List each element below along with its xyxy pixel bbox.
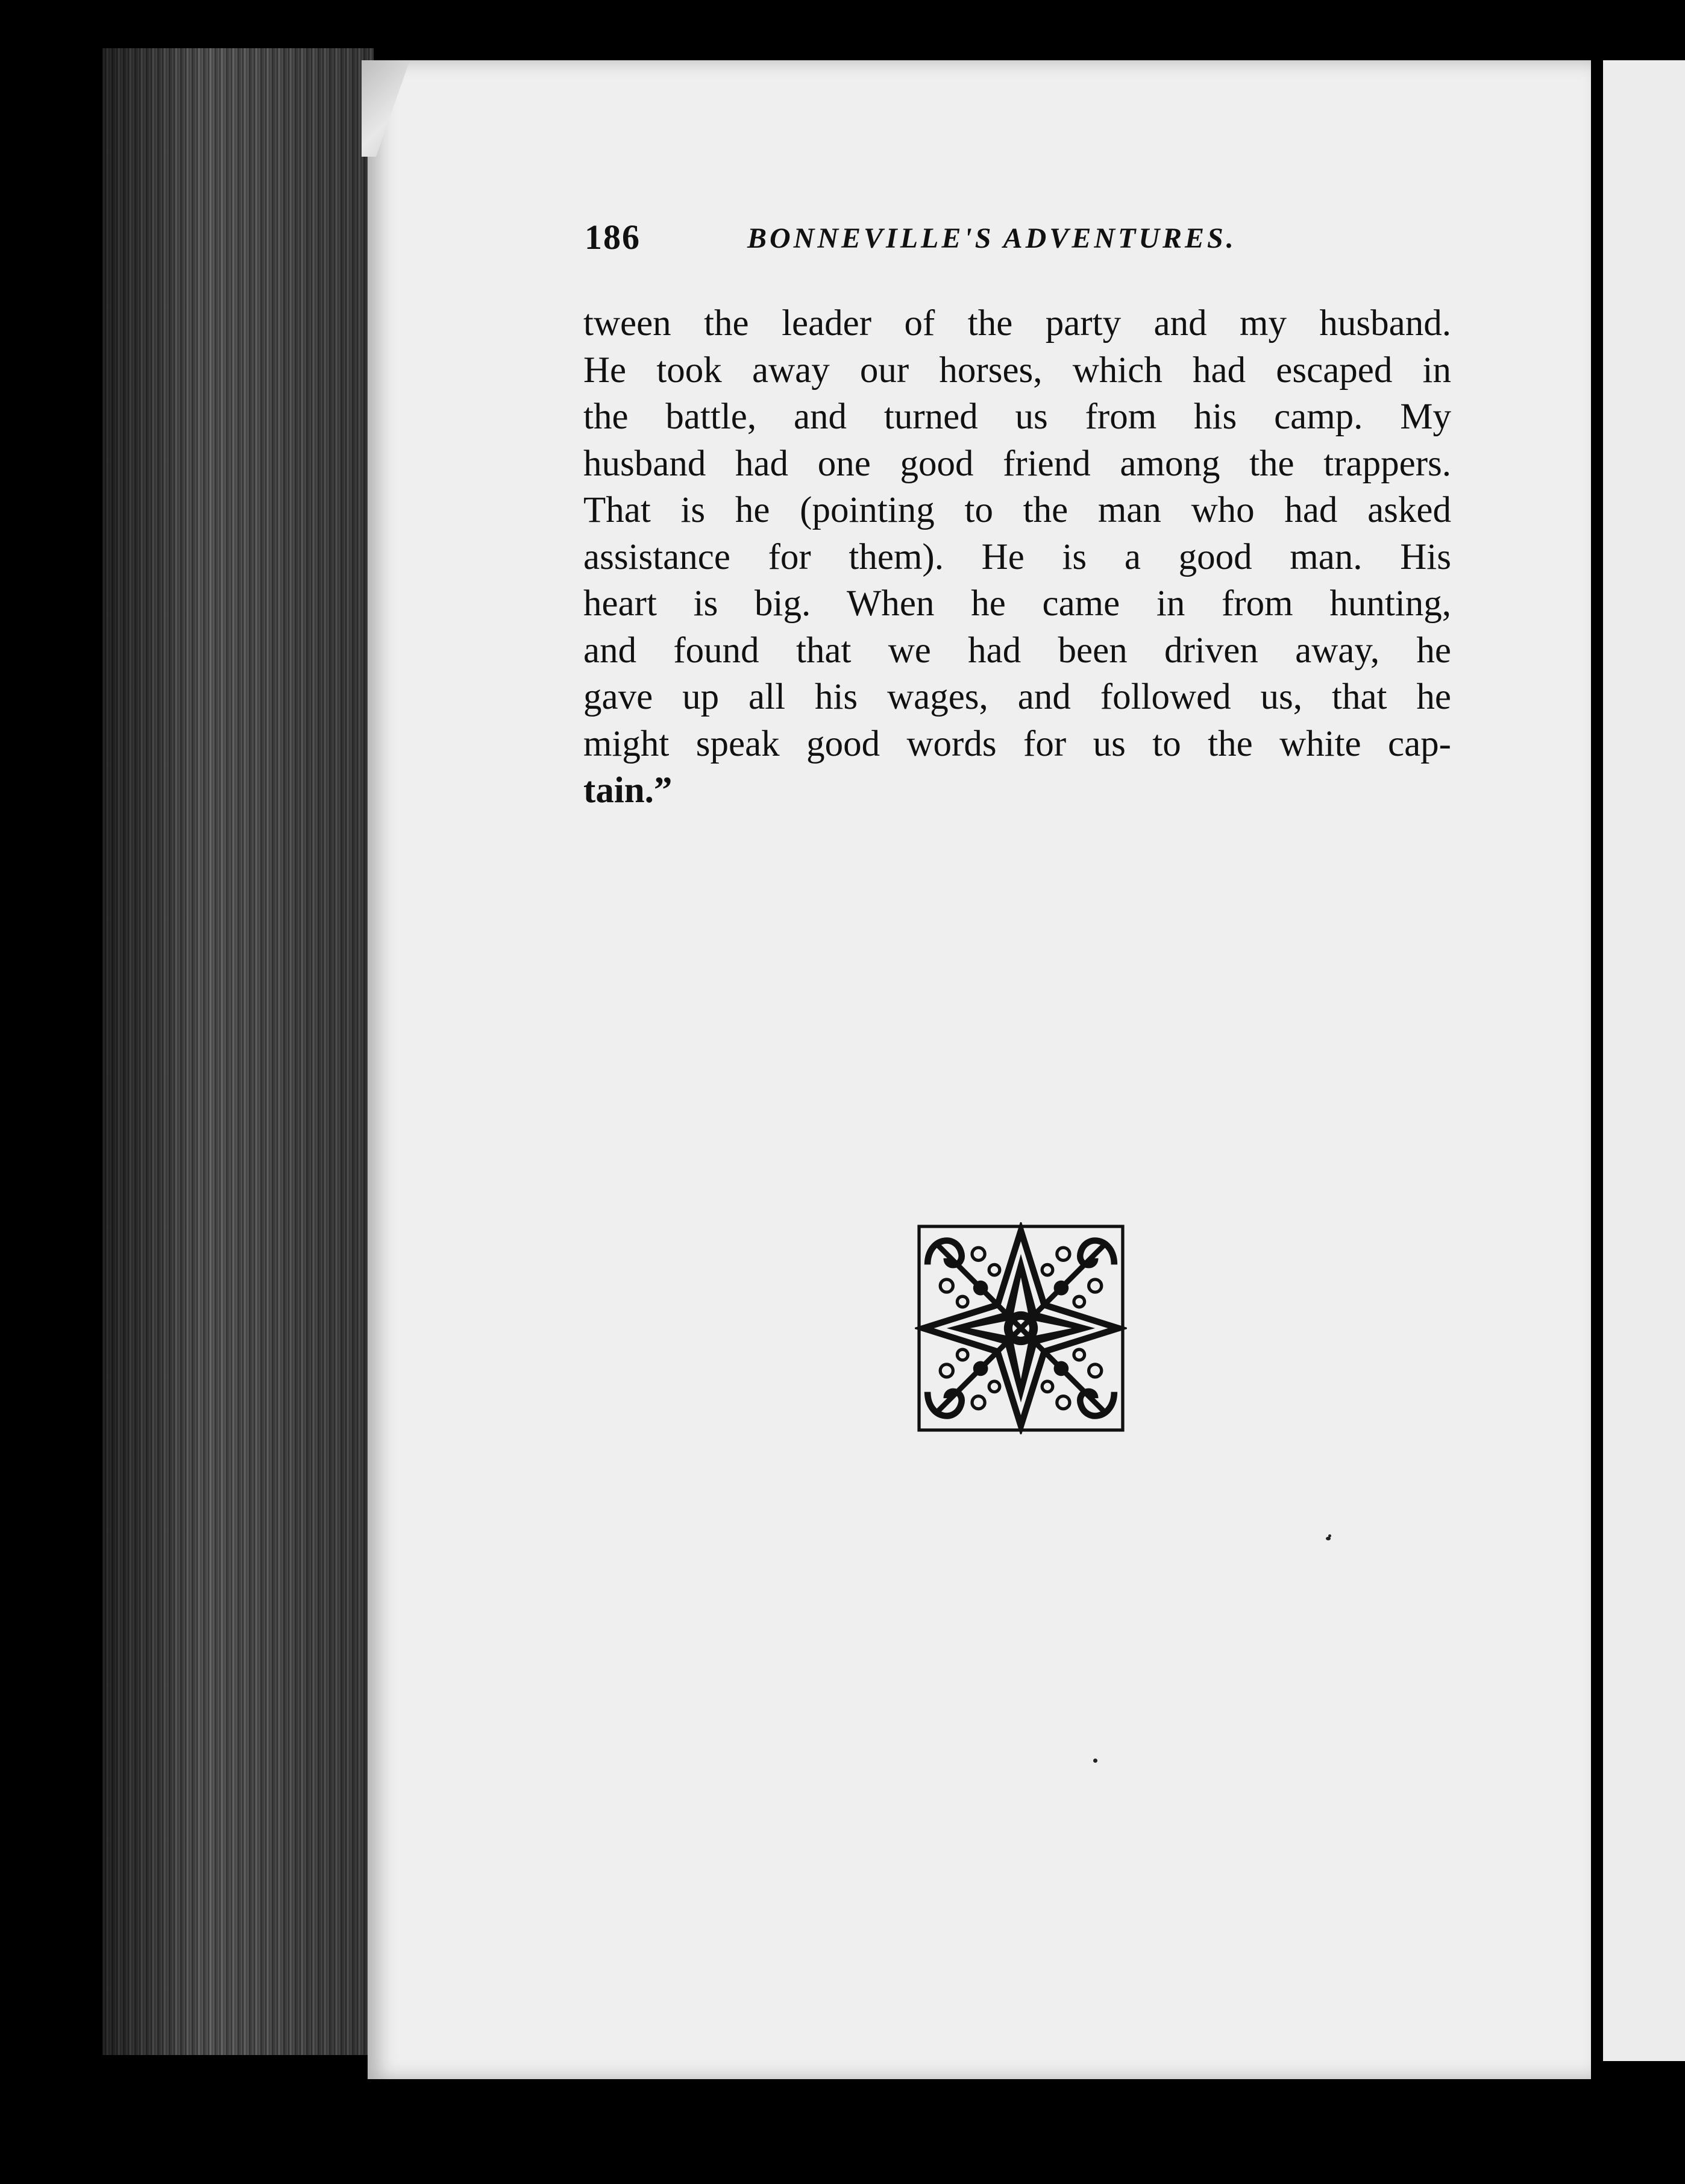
text-line: and found that we had been driven away, he [583, 630, 1451, 671]
text-line: heart is big. When he came in from hunting, [583, 583, 1451, 624]
book-page-edges [102, 48, 374, 2055]
text-line: gave up all his wages, and followed us, that he [583, 677, 1451, 717]
text-line: That is he (pointing to the man who had asked [583, 490, 1451, 530]
ink-speck [1328, 1534, 1331, 1537]
text-line: tain.” [583, 770, 673, 811]
running-head: BONNEVILLE'S ADVENTURES. [747, 222, 1237, 254]
text-line: the battle, and turned us from his camp. My [583, 397, 1451, 437]
text-line: tween the leader of the party and my husband. [583, 303, 1451, 344]
text-line: might speak good words for us to the white cap- [583, 723, 1451, 764]
page-header [585, 217, 1428, 257]
book-page [368, 60, 1591, 2079]
tailpiece-ornament-icon [915, 1222, 1127, 1434]
ink-speck [1093, 1759, 1097, 1763]
text-line: He took away our horses, which had escaped in [583, 350, 1451, 391]
body-text [583, 300, 1451, 814]
text-line: assistance for them). He is a good man. His [583, 536, 1451, 577]
page-number: 186 [585, 218, 641, 257]
text-line: husband had one good friend among the trappers. [583, 443, 1451, 484]
adjacent-page-edge [1603, 60, 1685, 2061]
